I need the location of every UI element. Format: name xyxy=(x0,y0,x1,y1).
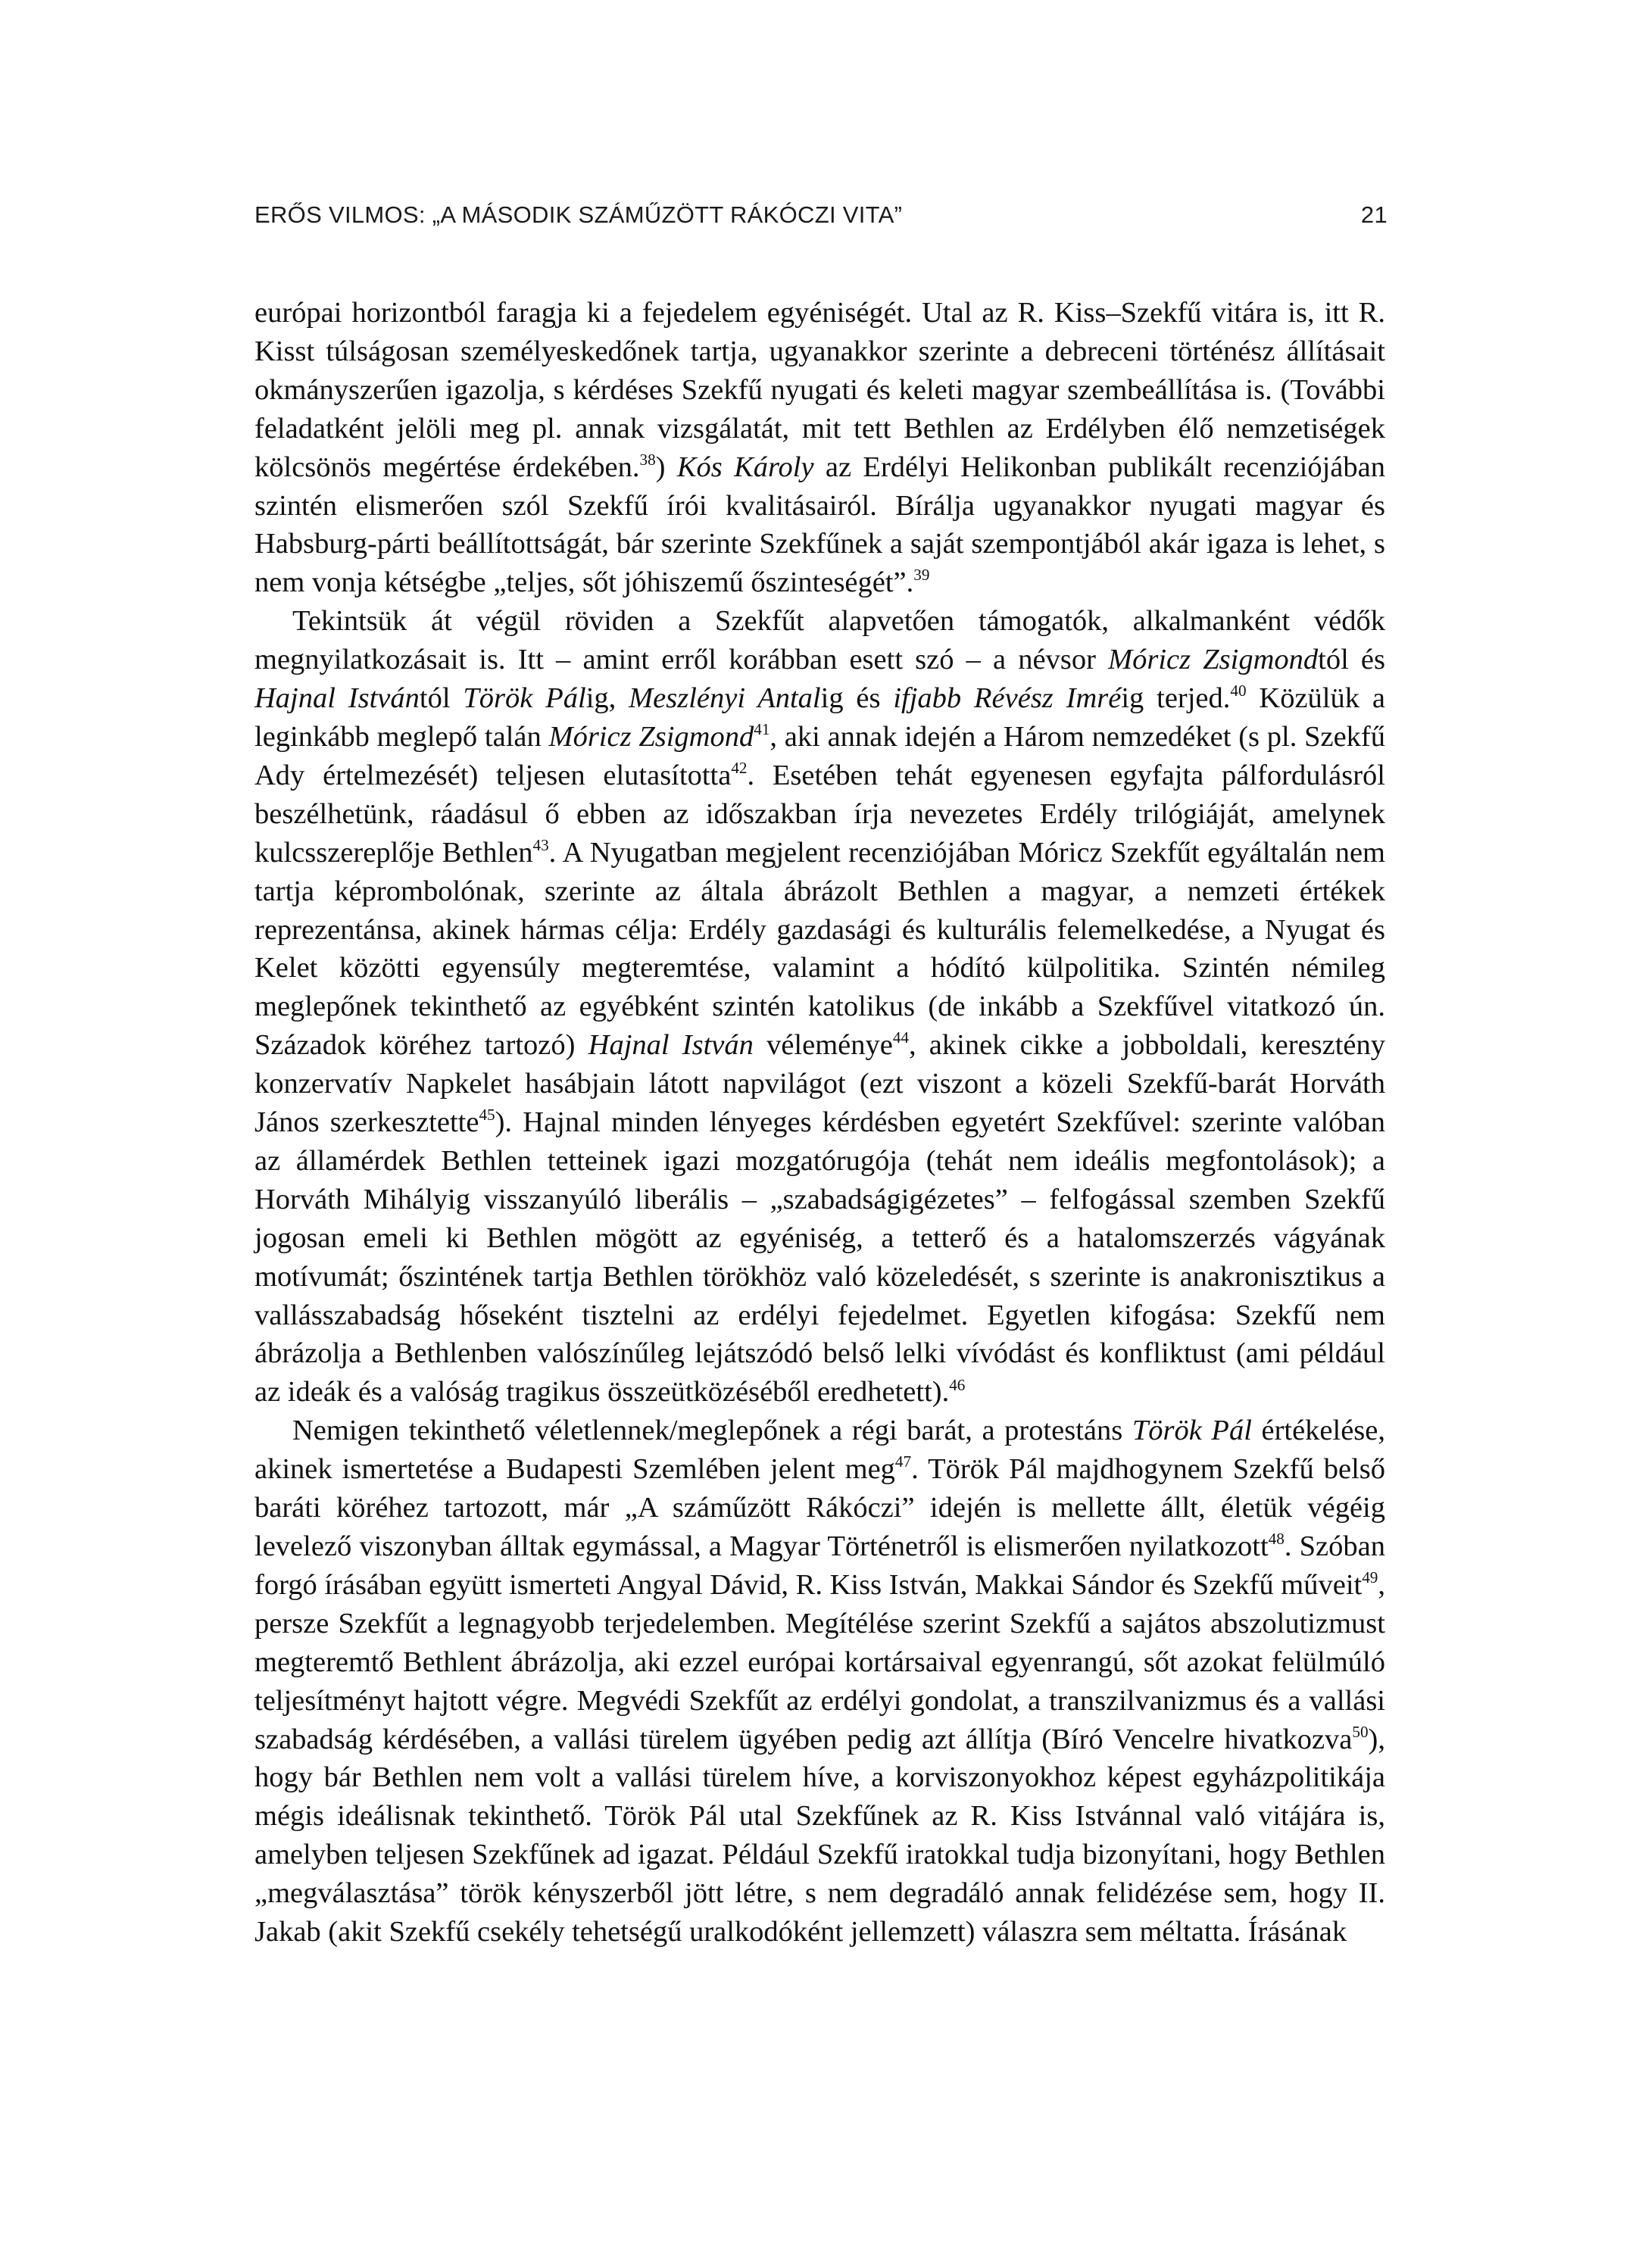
footnote-marker: 47 xyxy=(894,1452,912,1471)
footnote-marker: 38 xyxy=(639,450,656,469)
text-run: . A Nyugatban megjelent recenziójában Móricz Szekfűt egyáltalán nem tartja képrombolónak, szerinte az általa ábrázolt Bethlen a magyar, a nemzeti értékek reprezentánsa, akinek hármas célja: Erdély gazdasági és kulturális felemelkedése, a Nyugat és Kelet közötti egyensúly megteremtése, valamint a hódító külpolitika. Szintén némileg meglepőnek tekinthető az egyébként szintén katolikus (de inkább a Szekfűvel vitatkozó ún. Századok köréhez tartozó) xyxy=(254,836,1385,1062)
text-run: értékelése, akinek ismertetése a Budapesti Szemlében jelent meg xyxy=(254,1415,1385,1486)
italic-name-run: Móricz Zsigmond xyxy=(1108,644,1319,676)
text-run: ig terjed. xyxy=(1121,682,1231,715)
footnote-marker: 43 xyxy=(532,835,549,854)
text-run: tól és xyxy=(1318,644,1385,676)
footnote-marker: 39 xyxy=(913,566,930,585)
text-run: ), hogy bár Bethlen nem volt a vallási türelem híve, a korviszonyokhoz képest egyházpolitikája mégis ideálisnak tekinthető. Török Pál utal Szekfűnek az R. Kiss Istvánnal való vitájára is, amelyben teljesen Szekfűnek ad igazat. Például Szekfű iratokkal tudja bizonyítani, hogy Bethlen „megválasztása” török kényszerből jött létre, s nem degradáló annak felidézése sem, hogy II. Jakab (akit Szekfű csekély tehetségű uralkodóként jellemzett) válaszra sem méltatta. Írásának xyxy=(254,1723,1385,1948)
body-text xyxy=(254,294,1385,1951)
page-number: 21 xyxy=(1360,201,1388,228)
paragraph xyxy=(254,602,1385,1412)
text-run: véleménye xyxy=(753,1029,893,1062)
italic-name-run: Hajnal István xyxy=(588,1029,754,1062)
footnote-marker: 45 xyxy=(479,1106,495,1125)
text-run: európai horizontból faragja ki a fejedelem egyéniségét. Utal az R. Kiss–Szekfű vitára is, itt R. Kisst túlságosan személyeskedőnek tartja, ugyanakkor szerinte a debreceni történész állításait okmányszerűen igazolja, s kérdéses Szekfű nyugati és keleti magyar szembeállítása is. (További feladatként jelöli meg pl. annak vizsgálatát, mit tett Bethlen az Erdélyben élő nemzetiségek kölcsönös megértése érdekében. xyxy=(254,297,1385,483)
text-run: . Szóban forgó írásában együtt ismerteti Angyal Dávid, R. Kiss István, Makkai Sándor és Szekfű műveit xyxy=(254,1530,1385,1601)
text-run: Közülük a leginkább meglepő talán xyxy=(254,682,1385,753)
italic-name-run: Móricz Zsigmond xyxy=(548,720,754,753)
text-run: Tekintsük át végül röviden a Szekfűt alapvetően támogatók, alkalmanként védők megnyilatkozásait is. Itt – amint erről korábban esett szó – a névsor xyxy=(254,605,1385,676)
text-run: , persze Szekfűt a legnagyobb terjedelemben. Megítélése szerint Szekfű a sajátos abszolutizmust megteremtő Bethlent ábrázolja, aki ezzel európai kortársaival egyenrangú, sőt azokat felülmúló teljesítményt hajtott végre. Megvédi Szekfűt az erdélyi gondolat, a transzilvanizmus és a vallási szabadság kérdésében, a vallási türelem ügyében pedig azt állítja (Bíró Vencelre hivatkozva xyxy=(254,1568,1385,1755)
italic-name-run: Török Pál xyxy=(463,682,586,715)
footnote-marker: 48 xyxy=(1268,1530,1285,1549)
text-run: az Erdélyi Helikonban publikált recenziójában szintén elismerően szól Szekfű írói kvalitásairól. Bírálja ugyanakkor nyugati magyar és Habsburg-párti beállítottságát, bár szerinte Szekfűnek a saját szempontjából akár igaza is lehet, s nem vonja kétségbe „teljes, sőt jóhiszemű őszinteségét”. xyxy=(254,451,1385,599)
running-header xyxy=(254,201,1388,236)
italic-name-run: Török Pál xyxy=(1132,1415,1252,1447)
italic-name-run: Meszlényi Antal xyxy=(629,682,821,715)
footnote-marker: 49 xyxy=(1362,1568,1378,1587)
footnote-marker: 40 xyxy=(1230,682,1247,700)
text-run: ) xyxy=(655,451,677,483)
paragraph xyxy=(254,294,1385,602)
footnote-marker: 50 xyxy=(1352,1722,1369,1741)
footnote-marker: 46 xyxy=(949,1375,966,1394)
footnote-marker: 42 xyxy=(731,759,748,777)
text-run: Nemigen tekinthető véletlennek/meglepőnek a régi barát, a protestáns xyxy=(292,1415,1132,1447)
paragraph xyxy=(254,1412,1385,1951)
running-title: ERŐS VILMOS: „A MÁSODIK SZÁMŰZÖTT RÁKÓCZI VITA” xyxy=(254,201,903,228)
italic-name-run: Hajnal István xyxy=(254,682,420,715)
text-run: ig, xyxy=(585,682,629,715)
text-run: , aki annak idején a Három nemzedéket (s pl. Szekfű Ady értelmezését) teljesen elutasította xyxy=(254,720,1385,791)
italic-name-run: ifjabb Révész Imré xyxy=(893,682,1122,715)
italic-name-run: Kós Károly xyxy=(676,451,814,483)
text-run: tól xyxy=(419,682,464,715)
text-run: , akinek cikke a jobboldali, keresztény konzervatív Napkelet hasábjain látott napvilágot (ezt viszont a közeli Szekfű-barát Horváth János szerkesztette xyxy=(254,1029,1386,1139)
text-run: ). Hajnal minden lényeges kérdésben egyetért Szekfűvel: szerinte valóban az államérdek Bethlen tetteinek igazi mozgatórugója (tehát nem ideális megfontolások); a Horváth Mihályig visszanyúló liberális – „szabadságigézetes” – felfogással szemben Szekfű jogosan emeli ki Bethlen mögött az egyéniség, a tetterő és a hatalomszerzés vágyának motívumát; őszintének tartja Bethlen törökhöz való közeledését, s szerinte is anakronisztikus a vallásszabadság hőseként tisztelni az erdélyi fejedelmet. Egyetlen kifogása: Szekfű nem ábrázolja a Bethlenben valószínűleg lejátszódó belső lelki vívódást és konfliktust (ami például az ideák és a valóság tragikus összeütközéséből eredhetett). xyxy=(254,1106,1385,1409)
text-run: . Török Pál majdhogynem Szekfű belső baráti köréhez tartozott, már „A száműzött Rákóczi” idején is mellette állt, életük végéig levelező viszonyban álltak egymással, a Magyar Történetről is elismerően nyilatkozott xyxy=(254,1453,1386,1562)
text-run: ig és xyxy=(820,682,894,715)
footnote-marker: 44 xyxy=(892,1028,909,1047)
text-run: . Esetében tehát egyenesen egyfajta pálfordulásról beszélhetünk, ráadásul ő ebben az időszakban írja nevezetes Erdély trilógiáját, amelynek kulcsszereplője Bethlen xyxy=(254,759,1385,869)
footnote-marker: 41 xyxy=(754,720,770,739)
